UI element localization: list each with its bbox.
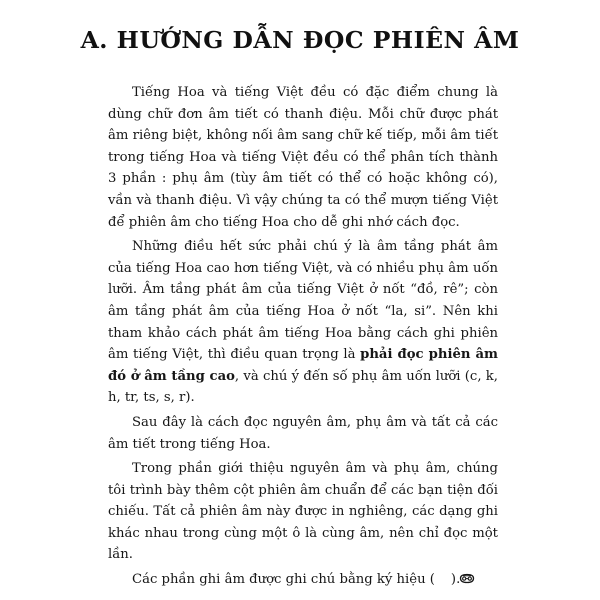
paragraph-pitch: [108, 236, 498, 409]
paragraph-symbol-note-tail: ).: [450, 572, 461, 588]
paragraph-symbol-note: [108, 569, 498, 591]
paragraph-symbol-note-text: Các phần ghi âm được ghi chú bằng ký hiệu (: [132, 572, 435, 588]
paragraph-pitch-tail: , và chú ý đến số phụ âm uốn lưỡi (c, k, h, tr, ts, s, r).: [108, 368, 498, 406]
paragraph-standard-column: Trong phần giới thiệu nguyên âm và phụ âm, chúng tôi trình bày thêm cột phiên âm chuẩn để các bạn tiện đối chiếu. Tất cả phiên âm này được in nghiêng, các dạng ghi khác nhau trong cùng một ô là cùng âm, nên chỉ đọc một lần.: [108, 461, 498, 563]
paragraph-pitch-emphasis: phải đọc phiên âm đó ở âm tầng cao: [108, 347, 498, 384]
cassette-icon: [435, 570, 451, 581]
paragraph-intro: Tiếng Hoa và tiếng Việt đều có đặc điểm chung là dùng chữ đơn âm tiết có thanh điệu. Mỗi chữ được phát âm riêng biệt, không nối âm sang chữ kế tiếp, mỗi âm tiết trong tiếng Hoa và tiếng Việt đều có thể phân tích thành 3 phần : phụ âm (tùy âm tiết có thể có hoặc không có), vần và thanh điệu. Vì vậy chúng ta có thể mượn tiếng Việt để phiên âm cho tiếng Hoa cho dễ ghi nhớ cách đọc.: [108, 85, 498, 230]
section-heading: A. HƯỚNG DẪN ĐỌC PHIÊN ÂM: [80, 26, 520, 54]
paragraph-overview: Sau đây là cách đọc nguyên âm, phụ âm và tất cả các âm tiết trong tiếng Hoa.: [108, 414, 498, 452]
paragraph-pitch-text: Những điều hết sức phải chú ý là âm tầng phát âm của tiếng Hoa cao hơn tiếng Việt, và có nhiều phụ âm uốn lưỡi. Âm tầng phát âm của tiếng Việt ở nốt “đồ, rê”; còn âm tầng phát âm của tiếng Hoa ở nốt “la, si”. Nên khi tham khảo cách phát âm tiếng Hoa bằng cách ghi phiên âm tiếng Việt, thì điều quan trọng là: [108, 239, 498, 363]
document-body: [108, 82, 498, 594]
